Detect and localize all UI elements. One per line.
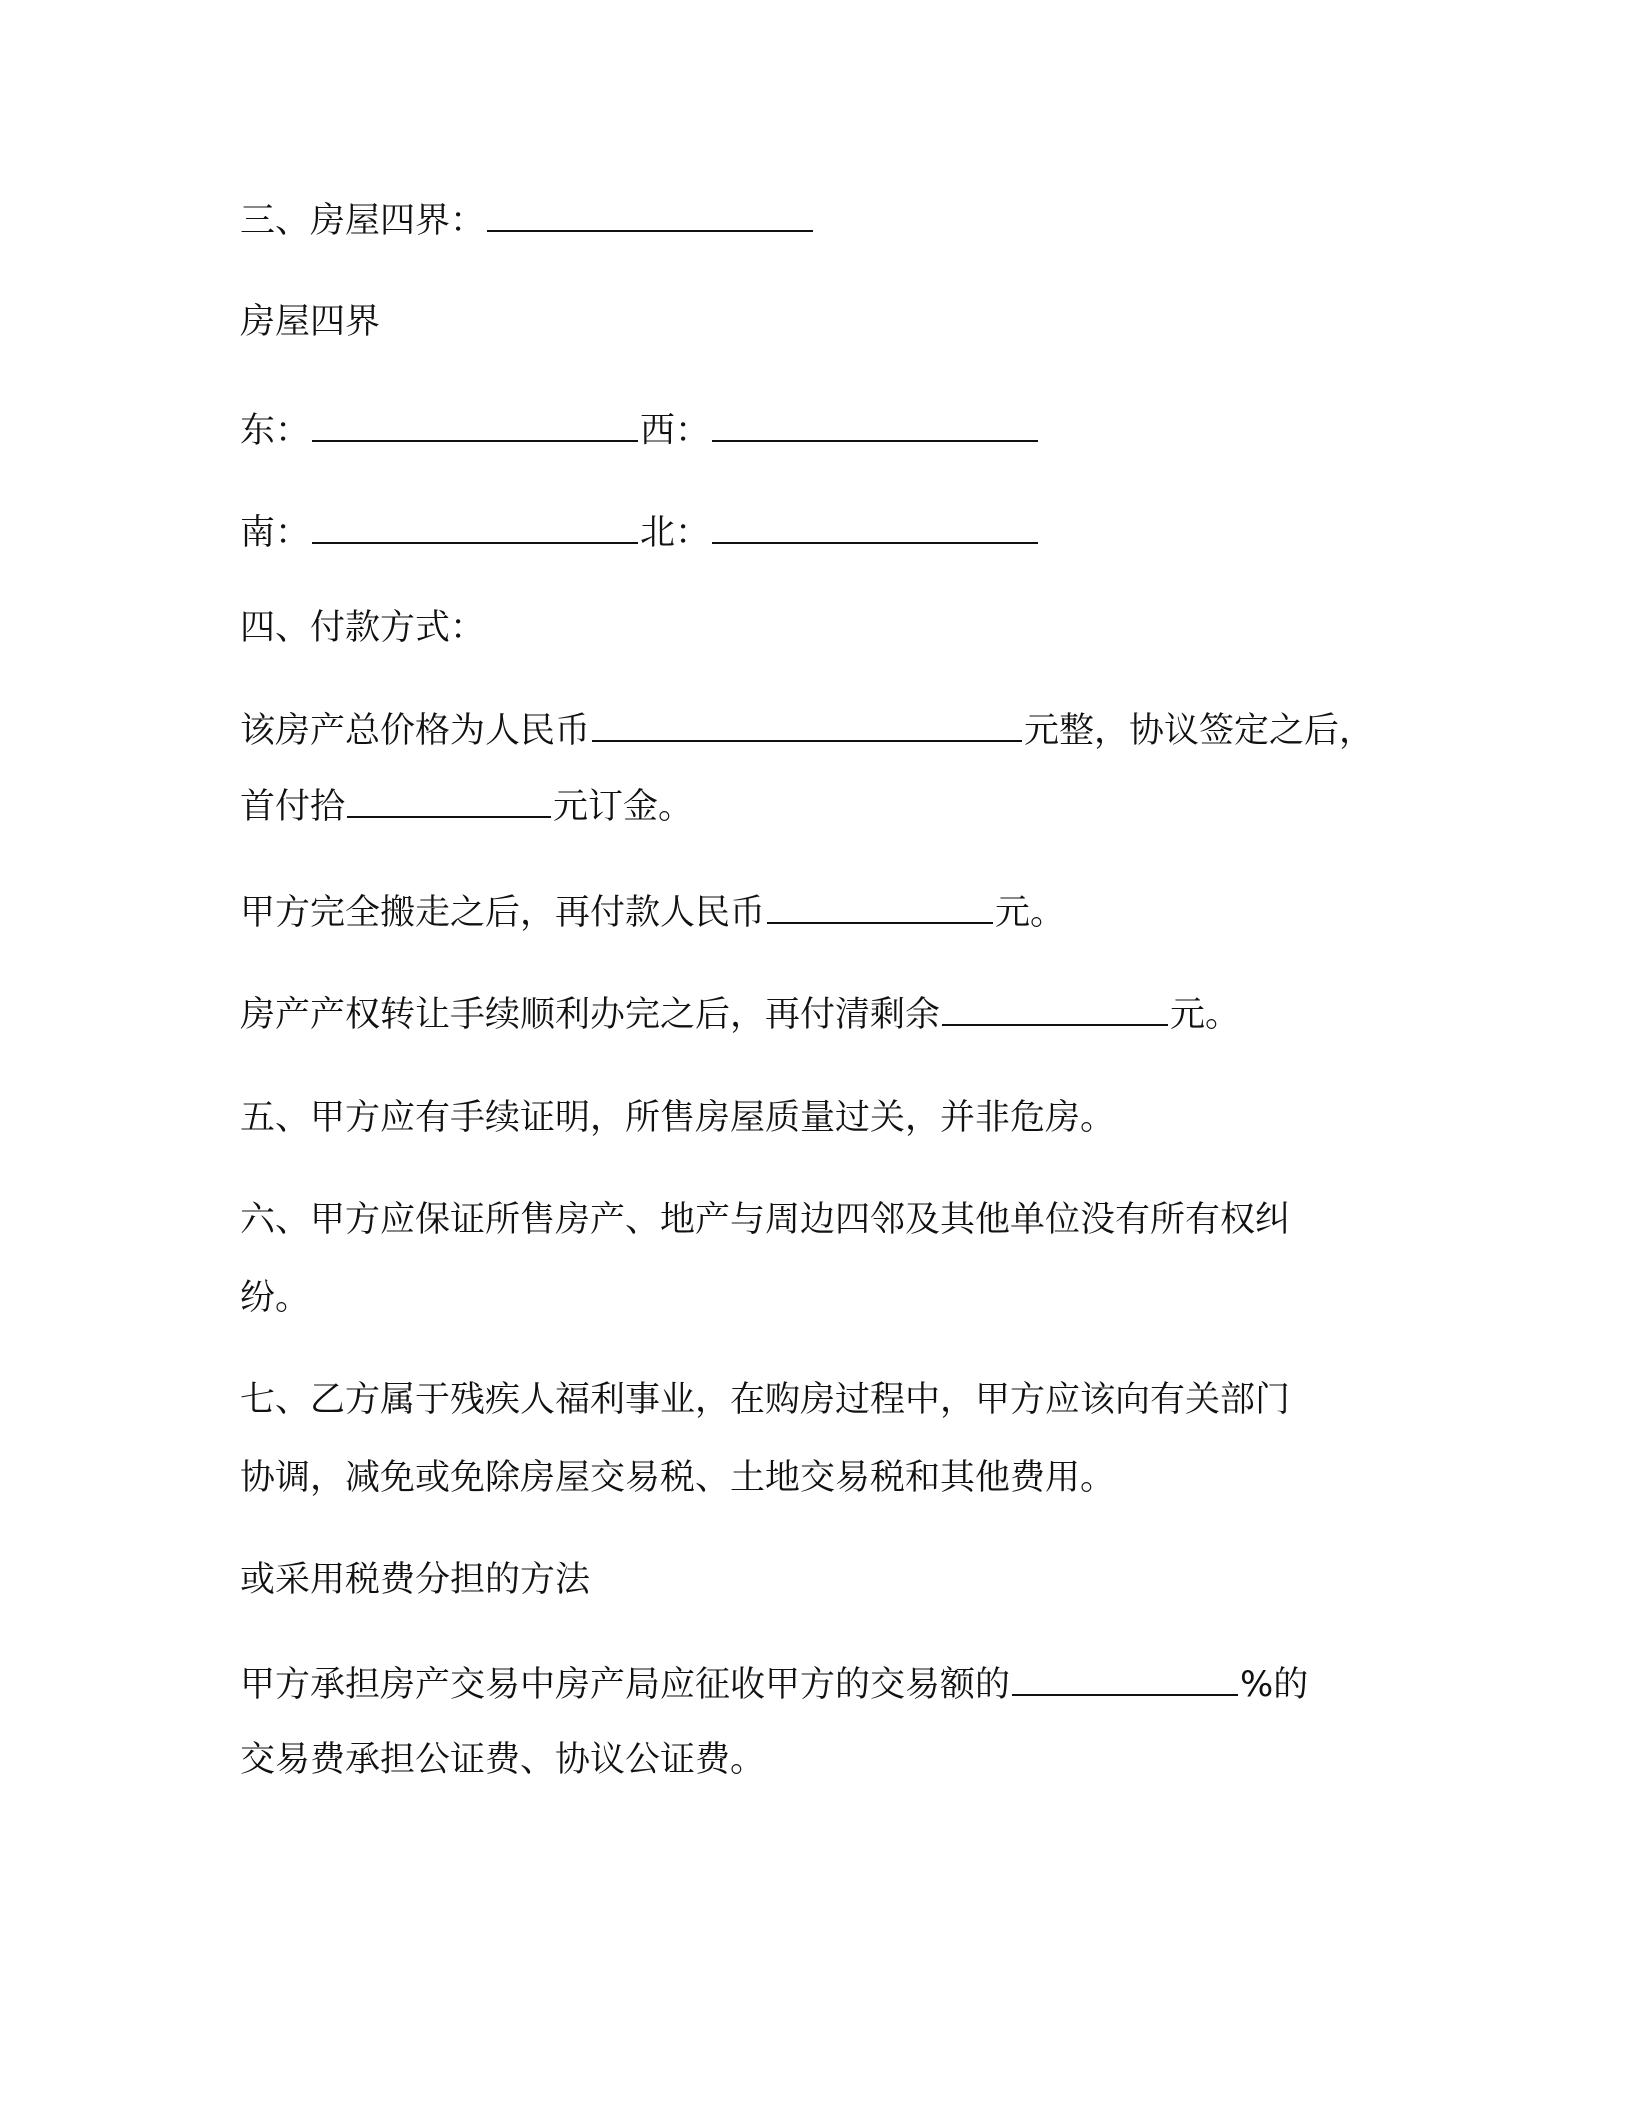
second-payment-blank[interactable] xyxy=(767,888,993,924)
fee-line xyxy=(240,1660,1308,1709)
total-price-blank[interactable] xyxy=(592,706,1022,742)
total-price-suffix: 元整，协议签定之后， xyxy=(1024,711,1375,751)
total-price-prefix: 该房产总价格为人民币 xyxy=(240,711,591,751)
second-payment-line xyxy=(240,888,1065,937)
final-payment-prefix: 房产产权转让手续顺利办完之后，再付清剩余 xyxy=(240,995,941,1035)
west-label: 西： xyxy=(640,411,711,451)
second-payment-prefix: 甲方完全搬走之后，再付款人民币 xyxy=(240,893,766,933)
fee-percent-blank[interactable] xyxy=(1012,1660,1238,1696)
section7-line1: 七、乙方属于残疾人福利事业，在购房过程中，甲方应该向有关部门 xyxy=(240,1380,1291,1420)
east-west-row xyxy=(240,406,1040,455)
deposit-blank[interactable] xyxy=(347,782,551,818)
section4-heading: 四、付款方式： xyxy=(240,608,486,648)
final-payment-blank[interactable] xyxy=(942,990,1168,1026)
south-north-row xyxy=(240,508,1040,557)
fee-suffix: %的 xyxy=(1240,1665,1309,1705)
section5-text: 五、甲方应有手续证明，所售房屋质量过关，并非危房。 xyxy=(240,1098,1116,1138)
section7-line2: 协调，减免或免除房屋交易税、土地交易税和其他费用。 xyxy=(240,1458,1116,1498)
south-blank[interactable] xyxy=(312,508,638,544)
total-price-line xyxy=(240,706,1374,755)
south-label: 南： xyxy=(240,513,311,553)
final-payment-line xyxy=(240,990,1240,1039)
west-blank[interactable] xyxy=(712,406,1038,442)
section3-heading xyxy=(240,196,815,245)
boundary-blank[interactable] xyxy=(487,196,813,232)
north-label: 北： xyxy=(640,513,711,553)
deposit-suffix: 元订金。 xyxy=(553,787,694,827)
east-label: 东： xyxy=(240,411,311,451)
section3-subheading: 房屋四界 xyxy=(240,302,381,342)
second-payment-suffix: 元。 xyxy=(995,893,1066,933)
section7-alternative: 或采用税费分担的方法 xyxy=(240,1560,591,1600)
section6-line1: 六、甲方应保证所售房产、地产与周边四邻及其他单位没有所有权纠 xyxy=(240,1200,1291,1240)
east-blank[interactable] xyxy=(312,406,638,442)
deposit-line xyxy=(240,782,693,831)
fee-line2: 交易费承担公证费、协议公证费。 xyxy=(240,1740,766,1780)
final-payment-suffix: 元。 xyxy=(1170,995,1241,1035)
fee-prefix: 甲方承担房产交易中房产局应征收甲方的交易额的 xyxy=(240,1665,1011,1705)
section6-line2: 纷。 xyxy=(240,1278,311,1318)
deposit-prefix: 首付拾 xyxy=(240,787,346,827)
north-blank[interactable] xyxy=(712,508,1038,544)
section3-heading-label: 三、房屋四界： xyxy=(240,201,486,241)
